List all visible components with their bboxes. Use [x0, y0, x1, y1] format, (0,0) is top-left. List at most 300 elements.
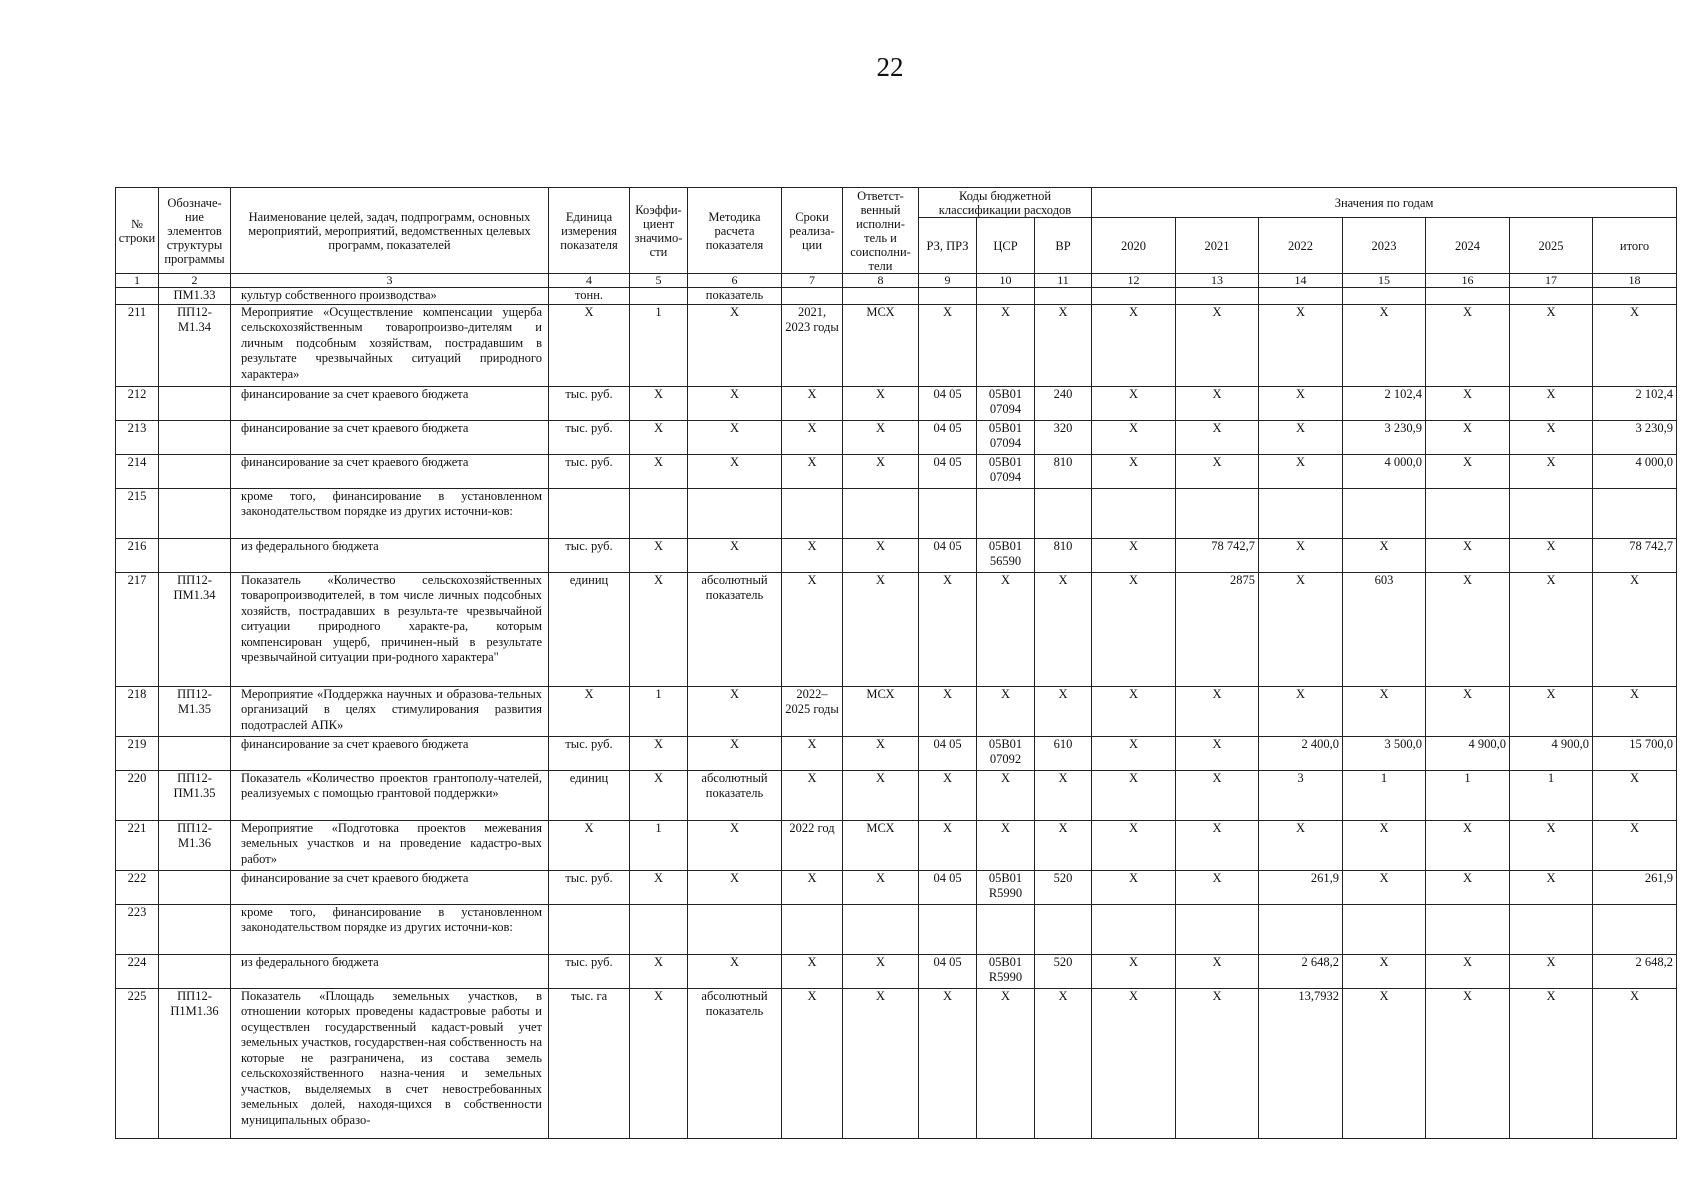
table-cell: Х — [688, 454, 782, 488]
table-cell: Х — [1035, 572, 1092, 686]
table-cell: 04 05 — [919, 420, 977, 454]
table-cell: Х — [919, 820, 977, 870]
table-cell: Х — [1092, 572, 1176, 686]
table-cell: Х — [630, 770, 688, 820]
table-cell: 15 700,0 — [1593, 736, 1677, 770]
header-total: итого — [1593, 218, 1677, 274]
table-cell: Х — [1426, 686, 1510, 736]
header-csr: ЦСР — [977, 218, 1035, 274]
table-cell: Х — [688, 870, 782, 904]
column-number: 7 — [782, 274, 843, 288]
table-cell: Показатель «Количество сельскохозяйственных товаропроизводителей, в том числе личных подсобных хозяйств, пострадавших в результа-те чрезвычайной ситуации природного характе-ра, которым компенсирован ущерб, причинен-ный в результате чрезвычайной ситуации при-родного характера" — [231, 572, 549, 686]
table-cell: 4 900,0 — [1510, 736, 1593, 770]
column-number: 12 — [1092, 274, 1176, 288]
table-cell — [977, 488, 1035, 538]
table-cell: Х — [1510, 870, 1593, 904]
table-row — [116, 572, 1677, 686]
table-cell — [1092, 904, 1176, 954]
table-cell: Х — [782, 954, 843, 988]
table-cell: Х — [1092, 988, 1176, 1138]
program-table-wrapper — [115, 187, 1677, 1139]
table-cell: Х — [1510, 954, 1593, 988]
table-cell: Х — [782, 736, 843, 770]
table-cell: 04 05 — [919, 386, 977, 420]
column-number: 3 — [231, 274, 549, 288]
table-cell: тыс. руб. — [549, 454, 630, 488]
column-number: 18 — [1593, 274, 1677, 288]
header-budget-codes: Коды бюджетной классификации расходов — [919, 188, 1092, 218]
table-cell: Х — [1343, 820, 1426, 870]
table-cell — [1035, 488, 1092, 538]
table-row — [116, 988, 1677, 1138]
table-cell: 610 — [1035, 736, 1092, 770]
table-cell: Х — [843, 870, 919, 904]
table-cell: Х — [1426, 820, 1510, 870]
table-cell: Х — [1343, 870, 1426, 904]
table-cell: 3 230,9 — [1593, 420, 1677, 454]
table-row — [116, 454, 1677, 488]
table-cell: ПП12-М1.35 — [159, 686, 231, 736]
table-cell: Х — [1510, 386, 1593, 420]
table-cell: Х — [782, 454, 843, 488]
table-cell: Х — [1426, 954, 1510, 988]
table-cell: Х — [1510, 454, 1593, 488]
header-year-2021: 2021 — [1176, 218, 1259, 274]
table-cell: Х — [843, 770, 919, 820]
table-cell — [159, 538, 231, 572]
table-cell: Х — [549, 686, 630, 736]
column-numbers-row — [116, 274, 1677, 288]
header-name: Наименование целей, задач, подпрограмм, основных мероприятий, мероприятий, ведомственных целевых программ, показателей — [231, 188, 549, 274]
table-cell: Х — [919, 988, 977, 1138]
table-cell: Х — [1343, 686, 1426, 736]
table-cell: Х — [1343, 304, 1426, 386]
table-cell — [977, 904, 1035, 954]
table-cell: тыс. га — [549, 988, 630, 1138]
table-cell: Х — [1176, 304, 1259, 386]
table-cell — [1092, 288, 1176, 305]
table-cell: Х — [1176, 736, 1259, 770]
table-cell: ПМ1.33 — [159, 288, 231, 305]
table-row — [116, 420, 1677, 454]
table-cell: Х — [977, 304, 1035, 386]
table-cell: кроме того, финансирование в установленном законодательством порядке из других источни-ков: — [231, 488, 549, 538]
table-row — [116, 870, 1677, 904]
table-cell: абсолютный показатель — [688, 770, 782, 820]
table-cell — [688, 904, 782, 954]
table-cell: Х — [782, 572, 843, 686]
table-cell: абсолютный показатель — [688, 988, 782, 1138]
table-cell: Х — [1593, 686, 1677, 736]
table-cell — [1593, 488, 1677, 538]
table-cell — [1176, 488, 1259, 538]
table-cell — [630, 488, 688, 538]
table-cell: Мероприятие «Подготовка проектов межевания земельных участков и на проведение кадастро-вых работ» — [231, 820, 549, 870]
table-cell: Х — [1593, 770, 1677, 820]
table-cell — [549, 488, 630, 538]
table-cell: Х — [1092, 386, 1176, 420]
table-cell: 215 — [116, 488, 159, 538]
table-row — [116, 386, 1677, 420]
table-cell: Х — [1510, 988, 1593, 1138]
table-cell: Х — [782, 870, 843, 904]
table-cell: 810 — [1035, 454, 1092, 488]
table-cell: Х — [1426, 988, 1510, 1138]
table-cell: 320 — [1035, 420, 1092, 454]
table-cell: Х — [919, 572, 977, 686]
table-cell: ПП12-М1.34 — [159, 304, 231, 386]
table-cell: 2 400,0 — [1259, 736, 1343, 770]
table-cell: Х — [688, 420, 782, 454]
table-cell — [843, 488, 919, 538]
table-cell: Х — [1176, 988, 1259, 1138]
table-cell: МСХ — [843, 304, 919, 386]
table-cell: тыс. руб. — [549, 870, 630, 904]
table-cell — [782, 904, 843, 954]
table-cell — [159, 488, 231, 538]
table-row — [116, 488, 1677, 538]
table-cell: 214 — [116, 454, 159, 488]
program-table — [115, 187, 1677, 1139]
column-number: 17 — [1510, 274, 1593, 288]
table-cell: Х — [1510, 572, 1593, 686]
table-cell — [1426, 904, 1510, 954]
table-cell — [159, 386, 231, 420]
table-cell: Х — [1426, 454, 1510, 488]
header-designation: Обозначе-ние элементов структуры программы — [159, 188, 231, 274]
table-cell — [549, 904, 630, 954]
table-cell: Х — [843, 954, 919, 988]
table-cell — [1593, 904, 1677, 954]
table-cell: 13,7932 — [1259, 988, 1343, 1138]
table-cell: Х — [1343, 988, 1426, 1138]
table-cell — [159, 454, 231, 488]
table-cell: финансирование за счет краевого бюджета — [231, 870, 549, 904]
table-cell: 216 — [116, 538, 159, 572]
table-cell: 223 — [116, 904, 159, 954]
table-cell: 1 — [1510, 770, 1593, 820]
table-cell: Х — [1176, 420, 1259, 454]
table-cell: Х — [1176, 386, 1259, 420]
table-cell — [843, 288, 919, 305]
table-cell: Х — [1593, 304, 1677, 386]
table-cell — [116, 288, 159, 305]
column-number: 14 — [1259, 274, 1343, 288]
table-cell: Х — [1510, 420, 1593, 454]
table-cell: Х — [843, 420, 919, 454]
table-cell: Х — [1092, 870, 1176, 904]
table-cell: Х — [1510, 538, 1593, 572]
header-terms: Сроки реализа-ции — [782, 188, 843, 274]
table-cell: Х — [977, 572, 1035, 686]
table-cell: 225 — [116, 988, 159, 1138]
table-cell — [159, 420, 231, 454]
table-cell: Х — [1259, 686, 1343, 736]
table-cell: Х — [630, 454, 688, 488]
table-cell: 224 — [116, 954, 159, 988]
table-cell: 2 102,4 — [1343, 386, 1426, 420]
table-cell: Х — [1035, 304, 1092, 386]
table-cell: 2022–2025 годы — [782, 686, 843, 736]
table-cell: 05В01 07094 — [977, 386, 1035, 420]
header-row-number: № строки — [116, 188, 159, 274]
table-cell: Х — [977, 988, 1035, 1138]
table-cell — [159, 954, 231, 988]
table-cell: Х — [782, 386, 843, 420]
table-cell: 04 05 — [919, 538, 977, 572]
table-cell: Х — [688, 954, 782, 988]
table-cell: Х — [630, 870, 688, 904]
table-cell — [1426, 488, 1510, 538]
table-header — [116, 188, 1677, 288]
table-cell: Х — [1593, 820, 1677, 870]
table-row — [116, 288, 1677, 305]
table-cell: 78 742,7 — [1593, 538, 1677, 572]
table-cell: Х — [782, 420, 843, 454]
table-cell: 221 — [116, 820, 159, 870]
header-year-2020: 2020 — [1092, 218, 1176, 274]
table-cell: Х — [1176, 770, 1259, 820]
table-cell — [630, 288, 688, 305]
table-cell: ПП12-ПМ1.35 — [159, 770, 231, 820]
table-body — [116, 288, 1677, 1139]
table-cell: Х — [1343, 954, 1426, 988]
table-cell: из федерального бюджета — [231, 538, 549, 572]
table-row — [116, 904, 1677, 954]
table-cell — [919, 904, 977, 954]
column-number: 16 — [1426, 274, 1510, 288]
header-values-by-year: Значения по годам — [1092, 188, 1677, 218]
table-cell: Х — [1035, 770, 1092, 820]
table-cell: Х — [977, 686, 1035, 736]
header-year-2025: 2025 — [1510, 218, 1593, 274]
table-cell — [1176, 288, 1259, 305]
table-cell: Х — [1092, 820, 1176, 870]
table-cell — [1343, 288, 1426, 305]
table-cell: 240 — [1035, 386, 1092, 420]
header-rz-prz: РЗ, ПРЗ — [919, 218, 977, 274]
table-cell: Х — [688, 304, 782, 386]
table-row — [116, 954, 1677, 988]
table-cell: Х — [1259, 386, 1343, 420]
table-cell: Х — [630, 736, 688, 770]
table-cell: Х — [782, 538, 843, 572]
table-cell: 2022 год — [782, 820, 843, 870]
header-vr: ВР — [1035, 218, 1092, 274]
table-cell: 2 648,2 — [1593, 954, 1677, 988]
table-cell: Х — [782, 770, 843, 820]
table-cell: 218 — [116, 686, 159, 736]
table-cell: абсолютный показатель — [688, 572, 782, 686]
header-method: Методика расчета показателя — [688, 188, 782, 274]
table-cell: Х — [1092, 736, 1176, 770]
table-cell: Х — [1343, 538, 1426, 572]
table-cell — [977, 288, 1035, 305]
table-cell: Х — [688, 386, 782, 420]
table-cell: Х — [1259, 538, 1343, 572]
table-cell: Х — [1259, 420, 1343, 454]
table-cell: Х — [688, 736, 782, 770]
table-cell: Мероприятие «Поддержка научных и образова-тельных организаций в целях стимулирования развития подотраслей АПК» — [231, 686, 549, 736]
table-cell: Х — [1259, 304, 1343, 386]
table-cell: Х — [1092, 686, 1176, 736]
table-cell: Х — [843, 454, 919, 488]
table-cell: 1 — [630, 820, 688, 870]
table-cell: Х — [1092, 954, 1176, 988]
table-cell: 1 — [630, 686, 688, 736]
table-cell: Х — [688, 820, 782, 870]
table-cell: 05В01 07094 — [977, 454, 1035, 488]
table-cell: Х — [1176, 820, 1259, 870]
table-cell: Х — [977, 820, 1035, 870]
table-cell: Х — [1035, 686, 1092, 736]
table-cell: 810 — [1035, 538, 1092, 572]
table-cell — [1035, 288, 1092, 305]
table-cell: 3 230,9 — [1343, 420, 1426, 454]
column-number: 4 — [549, 274, 630, 288]
column-number: 9 — [919, 274, 977, 288]
table-cell: 05В01 R5990 — [977, 870, 1035, 904]
table-cell — [782, 488, 843, 538]
header-year-2022: 2022 — [1259, 218, 1343, 274]
table-cell: 213 — [116, 420, 159, 454]
table-cell: единиц — [549, 572, 630, 686]
column-number: 6 — [688, 274, 782, 288]
page-number: 22 — [876, 52, 904, 82]
table-cell: Х — [1593, 988, 1677, 1138]
table-cell: кроме того, финансирование в установленном законодательством порядке из других источни-ков: — [231, 904, 549, 954]
table-cell: 217 — [116, 572, 159, 686]
table-cell — [919, 488, 977, 538]
table-cell: 222 — [116, 870, 159, 904]
table-cell: показатель — [688, 288, 782, 305]
table-cell: Х — [549, 820, 630, 870]
table-cell: Х — [1426, 870, 1510, 904]
table-cell: Х — [630, 988, 688, 1138]
table-cell: МСХ — [843, 820, 919, 870]
table-cell: 219 — [116, 736, 159, 770]
table-cell: Показатель «Количество проектов грантополу-чателей, реализуемых с помощью грантовой поддержки» — [231, 770, 549, 820]
table-cell — [630, 904, 688, 954]
table-cell: 04 05 — [919, 454, 977, 488]
table-cell: Х — [1092, 770, 1176, 820]
table-cell: Х — [782, 988, 843, 1138]
column-number: 13 — [1176, 274, 1259, 288]
table-cell: 261,9 — [1259, 870, 1343, 904]
table-cell: МСХ — [843, 686, 919, 736]
column-number: 8 — [843, 274, 919, 288]
table-cell: 4 000,0 — [1343, 454, 1426, 488]
table-cell: 220 — [116, 770, 159, 820]
table-cell: тыс. руб. — [549, 420, 630, 454]
table-row — [116, 686, 1677, 736]
table-cell — [688, 488, 782, 538]
table-cell: 05В01 R5990 — [977, 954, 1035, 988]
table-cell: Х — [1035, 988, 1092, 1138]
table-cell: Х — [1176, 954, 1259, 988]
table-cell: тыс. руб. — [549, 954, 630, 988]
table-cell: финансирование за счет краевого бюджета — [231, 736, 549, 770]
table-cell: Х — [630, 954, 688, 988]
table-cell: Х — [1510, 304, 1593, 386]
table-cell: Х — [1259, 572, 1343, 686]
table-cell: Х — [919, 304, 977, 386]
table-cell: Х — [1176, 686, 1259, 736]
table-cell: Мероприятие «Осуществление компенсации ущерба сельскохозяйственным товаропроизво-дителям и личным подсобным хозяйствам, пострадавшим в результате чрезвычайных ситуаций природного характера» — [231, 304, 549, 386]
table-cell: финансирование за счет краевого бюджета — [231, 454, 549, 488]
table-cell — [1092, 488, 1176, 538]
table-cell: Х — [549, 304, 630, 386]
table-cell — [1343, 904, 1426, 954]
table-cell: тыс. руб. — [549, 538, 630, 572]
table-cell — [1259, 904, 1343, 954]
table-cell — [1035, 904, 1092, 954]
table-cell: тонн. — [549, 288, 630, 305]
table-cell — [843, 904, 919, 954]
table-cell: единиц — [549, 770, 630, 820]
table-cell: Х — [919, 686, 977, 736]
table-cell: Х — [688, 686, 782, 736]
table-cell — [1510, 904, 1593, 954]
column-number: 15 — [1343, 274, 1426, 288]
table-cell: ПП12-П1М1.36 — [159, 988, 231, 1138]
table-cell: из федерального бюджета — [231, 954, 549, 988]
table-cell: Х — [919, 770, 977, 820]
header-responsible: Ответст-венный исполни-тель и соисполни-тели — [843, 188, 919, 274]
table-cell: Х — [1259, 820, 1343, 870]
table-cell: Х — [1593, 572, 1677, 686]
table-cell: 2 648,2 — [1259, 954, 1343, 988]
table-cell — [1176, 904, 1259, 954]
table-cell: Х — [1259, 454, 1343, 488]
table-cell: Х — [1092, 538, 1176, 572]
table-cell: ПП12-ПМ1.34 — [159, 572, 231, 686]
table-cell: ПП12-М1.36 — [159, 820, 231, 870]
table-cell: Х — [630, 420, 688, 454]
table-cell — [1343, 488, 1426, 538]
table-cell: Х — [843, 386, 919, 420]
table-cell — [1426, 288, 1510, 305]
table-cell: Х — [977, 770, 1035, 820]
table-cell: тыс. руб. — [549, 736, 630, 770]
table-cell: Х — [1426, 304, 1510, 386]
table-cell: 78 742,7 — [1176, 538, 1259, 572]
table-cell: тыс. руб. — [549, 386, 630, 420]
table-cell: финансирование за счет краевого бюджета — [231, 420, 549, 454]
table-cell: 603 — [1343, 572, 1426, 686]
table-cell — [1510, 288, 1593, 305]
table-cell: 211 — [116, 304, 159, 386]
table-cell: Х — [1092, 454, 1176, 488]
table-cell: финансирование за счет краевого бюджета — [231, 386, 549, 420]
header-year-2023: 2023 — [1343, 218, 1426, 274]
table-cell: 520 — [1035, 954, 1092, 988]
table-cell: 520 — [1035, 870, 1092, 904]
header-year-2024: 2024 — [1426, 218, 1510, 274]
table-cell — [1259, 288, 1343, 305]
table-cell: Х — [1176, 454, 1259, 488]
table-cell: 05В01 07094 — [977, 420, 1035, 454]
column-number: 2 — [159, 274, 231, 288]
table-cell: Х — [1035, 820, 1092, 870]
table-cell: Х — [688, 538, 782, 572]
table-cell: Х — [1092, 420, 1176, 454]
table-cell: Х — [1176, 870, 1259, 904]
table-row — [116, 538, 1677, 572]
table-cell: Х — [630, 572, 688, 686]
table-row — [116, 304, 1677, 386]
table-row — [116, 820, 1677, 870]
